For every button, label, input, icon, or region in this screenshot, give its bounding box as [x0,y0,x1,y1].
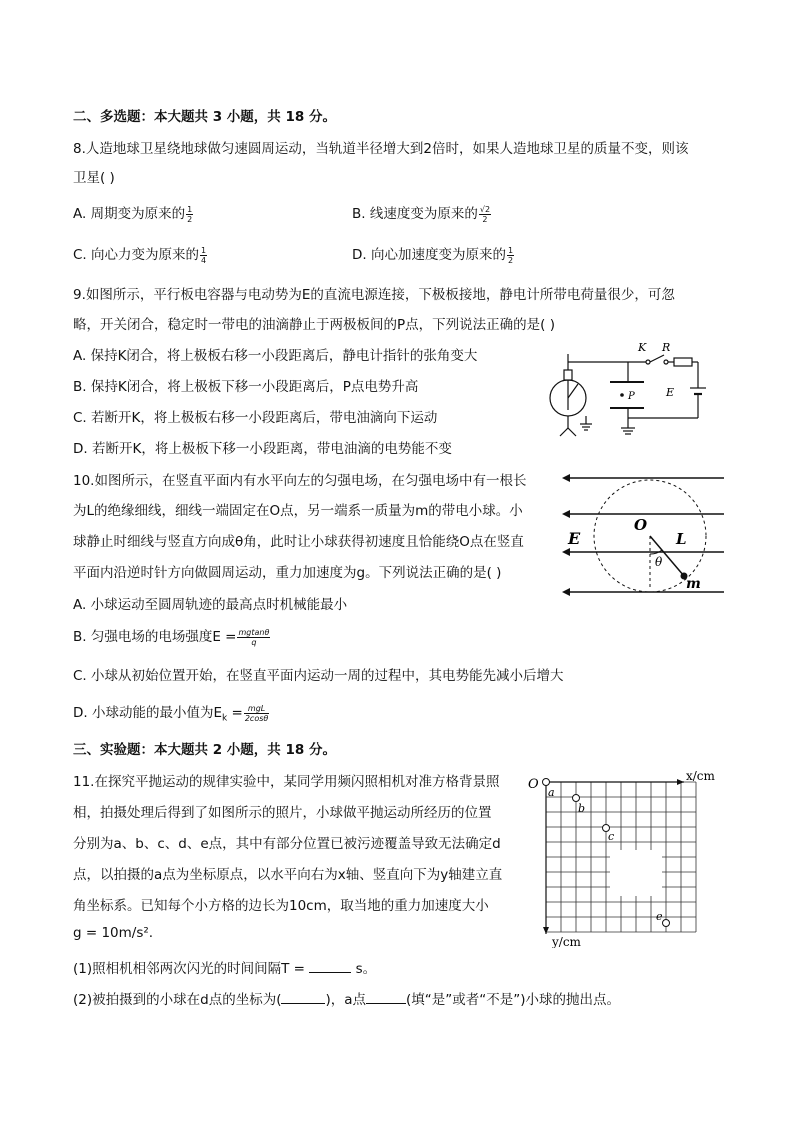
fraction-denominator: 2 [187,214,193,224]
label-o: O [634,516,648,534]
q11-stem-line5: 角坐标系。已知每个小方格的边长为10cm，取当地的重力加速度大小 [73,898,489,914]
q10-field-diagram [558,466,728,602]
q11-sub2-yesno-blank[interactable] [366,1003,406,1004]
q11-sub2-text: (2)被拍摄到的小球在d点的坐标为( [73,992,282,1008]
q8-option-a-fraction [186,205,193,224]
q9-stem-line1: 9.如图所示，平行板电容器与电动势为E的直流电源连接，下极板接地，静电计所带电荷量很少，可忽 [73,287,675,303]
q11-sub1-unit: s。 [355,961,377,977]
q8-option-b-fraction [479,205,491,224]
label-p: P [628,391,635,402]
label-e: E [666,386,675,399]
point-a [543,779,550,786]
section-title-experiment: 三、实验题：本大题共 2 小题，共 18 分。 [73,742,336,758]
q11-stem-line3: 分别为a、b、c、d、e点，其中有部分位置已被污迹覆盖导致无法确定d [73,836,501,852]
q10-option-b-fraction [237,628,270,647]
label-e: E [568,529,581,548]
section-title-multiple-choice: 二、多选题：本大题共 3 小题，共 18 分。 [73,109,336,125]
q9-option-d: D. 若断开K，将上极板下移一小段距离，带电油滴的电势能不变 [73,441,452,457]
q10-option-d [73,701,269,724]
q9-option-b: B. 保持K闭合，将上极板下移一小段距离后，P点电势升高 [73,379,419,395]
q9-option-a: A. 保持K闭合，将上极板右移一小段距离后，静电计指针的张角变大 [73,348,478,364]
q8-option-c-text: C. 向心力变为原来的 [73,247,200,263]
q9-circuit-diagram [538,338,718,442]
q10-option-d-text: D. 小球动能的最小值为E [73,705,223,721]
q11-sub2-end: (填“是”或者“不是”)小球的抛出点。 [406,992,621,1008]
electrometer-needle [568,384,578,398]
fraction-numerator: 1 [187,204,193,214]
label-a: a [548,786,555,799]
q11-sub1-text: (1)照相机相邻两次闪光的时间间隔T = [73,961,305,977]
q8-option-c-fraction [200,246,207,265]
fraction-denominator: 2 [507,255,514,265]
fraction-numerator: mgtanθ [238,627,270,637]
label-x-axis: x/cm [686,769,715,783]
q9-option-c: C. 若断开K，将上极板右移一小段距离后，带电油滴向下运动 [73,410,438,426]
q10-stem-line2: 为L的绝缘细线，细线一端固定在O点，另一端系一质量为m的带电小球。小 [73,503,523,519]
q11-subquestion-1 [73,957,376,977]
q8-option-d-text: D. 向心加速度变为原来的 [352,247,506,263]
q11-stem-line6: g = 10m/s². [73,925,154,941]
point-e [663,920,670,927]
fraction-denominator: 4 [201,255,207,265]
point-b [573,795,580,802]
label-m: m [686,576,701,592]
resistor-r [674,358,692,366]
q10-option-a: A. 小球运动至圆周轨迹的最高点时机械能最小 [73,597,348,613]
oil-drop-p [620,393,624,397]
label-l: L [676,530,687,548]
q9-stem-line2: 略，开关闭合，稳定时一带电的油滴静止于两极板间的P点，下列说法正确的是( ) [73,317,555,333]
fraction-denominator: q [251,637,257,647]
q10-option-b-text: B. 匀强电场的电场强度E = [73,629,237,645]
q11-subquestion-2 [73,988,620,1008]
q8-option-a [73,202,193,224]
q10-stem-line4: 平面内沿逆时针方向做圆周运动，重力加速度为g。下列说法正确的是( ) [73,565,502,581]
q8-option-a-text: A. 周期变为原来的 [73,206,186,222]
label-y-axis: y/cm [552,935,581,948]
label-e: e [656,910,663,923]
label-theta: θ [655,555,663,569]
fraction-numerator: 1 [201,245,207,255]
q8-option-b-text: B. 线速度变为原来的 [352,206,478,222]
q8-stem-line2: 卫星( ) [73,170,115,186]
label-origin: O [528,777,539,792]
fraction-numerator: mgL [244,704,269,714]
label-k: K [638,341,647,354]
q10-option-c: C. 小球从初始位置开始，在竖直平面内运动一周的过程中，其电势能先减小后增大 [73,668,564,684]
switch-k [650,355,664,362]
q11-stem-line4: 点，以拍摄的a点为坐标原点，以水平向右为x轴、竖直向下为y轴建立直 [73,867,503,883]
q11-sub2-coordinate-blank[interactable] [281,1003,325,1004]
q10-option-d-fraction [244,704,269,723]
q8-option-c [73,243,207,265]
fraction-numerator: √2 [479,204,491,214]
q8-option-d [352,243,514,265]
q11-sub1-answer-blank[interactable] [309,972,351,973]
fraction-denominator: 2cosθ [244,713,269,723]
q8-option-d-fraction [507,246,514,265]
label-r: R [662,341,671,354]
q10-option-d-subscript: k [222,713,228,724]
fraction-denominator: 2 [482,214,488,224]
q11-sub2-middle: )，a点 [325,992,367,1008]
smudge-area [610,850,662,896]
label-c: c [608,830,615,843]
q8-option-b [352,202,491,224]
q8-stem-line1: 8.人造地球卫星绕地球做匀速圆周运动，当轨道半径增大到2倍时，如果人造地球卫星的质量不变，则该 [73,141,689,157]
q10-option-b [73,625,270,647]
q11-stem-line1: 11.在探究平抛运动的规律实验中，某同学用频闪照相机对准方格背景照 [73,774,500,790]
q10-stem-line3: 球静止时细线与竖直方向成θ角，此时让小球获得初速度且恰能绕O点在竖直 [73,534,524,550]
label-b: b [578,802,586,815]
electrometer-rod [564,370,572,380]
q11-grid-diagram [524,768,724,948]
q11-stem-line2: 相，拍摄处理后得到了如图所示的照片，小球做平抛运动所经历的位置 [73,805,492,821]
fraction-numerator: 1 [507,245,514,255]
q10-option-d-equals: = [227,705,243,721]
q10-stem-line1: 10.如图所示，在竖直平面内有水平向左的匀强电场，在匀强电场中有一根长 [73,473,527,489]
